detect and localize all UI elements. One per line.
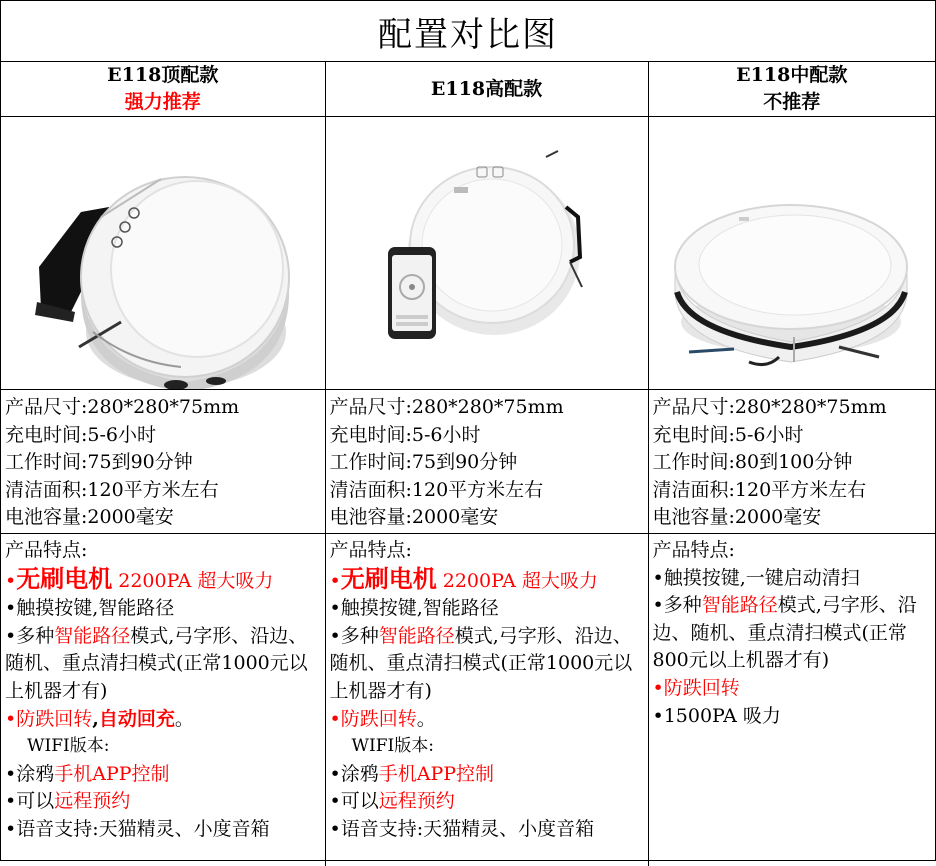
model-name: E118中配款	[649, 62, 936, 89]
feature-text: •涂鸦	[330, 763, 379, 785]
recommendation-label: 不推荐	[649, 89, 936, 116]
spec-battery: 电池容量:2000毫安	[330, 504, 648, 532]
feature-text: 模式,弓字形、沿边、随机、重点清扫模式(正常1000元以上机器才有)	[330, 625, 633, 702]
highlight-text: 防跌回转	[16, 708, 92, 730]
highlight-text: 无刷电机	[341, 564, 437, 593]
product-image-high-model	[325, 117, 648, 390]
feature-brushless-motor	[330, 565, 646, 596]
period: 。	[417, 708, 436, 730]
feature-anti-fall	[5, 706, 323, 734]
highlight-text: 智能路径	[702, 594, 778, 616]
spec-run-time: 工作时间:75到90分钟	[5, 449, 325, 477]
spec-charge-time: 充电时间:5-6小时	[653, 422, 936, 450]
bullet: •	[330, 708, 341, 730]
feature-list-top-model	[1, 534, 325, 866]
highlight-text: 无刷电机	[16, 564, 112, 593]
robot-vacuum-with-dock-illustration	[1, 117, 325, 389]
feature-text: •涂鸦	[5, 763, 54, 785]
robot-vacuum-with-phone-illustration	[326, 117, 649, 389]
spec-run-time: 工作时间:80到100分钟	[653, 449, 936, 477]
model-name: E118顶配款	[1, 62, 325, 89]
feature-smart-path	[330, 623, 646, 706]
product-image-top-model	[1, 117, 325, 390]
feature-remote-schedule	[330, 788, 646, 816]
spec-list-top-model	[1, 390, 325, 534]
spec-charge-time: 充电时间:5-6小时	[5, 422, 325, 450]
highlight-text: 智能路径	[379, 625, 455, 647]
feature-text: 模式,弓字形、沿边、随机、重点清扫模式(正常1000元以上机器才有)	[5, 625, 308, 702]
feature-text: •多种	[653, 594, 702, 616]
spec-size: 产品尺寸:280*280*75mm	[5, 394, 325, 422]
period: 。	[175, 708, 194, 730]
feature-row	[1, 534, 935, 866]
bullet: •	[5, 570, 16, 592]
spec-battery: 电池容量:2000毫安	[653, 504, 936, 532]
product-image-mid-model	[648, 117, 935, 390]
feature-touch-keys: •触摸按键,智能路径	[5, 595, 323, 623]
feature-remote-schedule	[5, 788, 323, 816]
feature-anti-fall	[653, 675, 934, 703]
feature-app-control	[5, 761, 323, 789]
highlight-text: 手机APP控制	[54, 763, 169, 785]
feature-text: •可以	[330, 790, 379, 812]
recommendation-label: 强力推荐	[1, 89, 325, 116]
highlight-text: 防跌回转	[341, 708, 417, 730]
spec-list-mid-model	[648, 390, 935, 534]
highlight-text: 远程预约	[379, 790, 455, 812]
feature-smart-path	[5, 623, 323, 706]
feature-suction: •1500PA 吸力	[653, 703, 934, 731]
bullet: •	[5, 708, 16, 730]
spec-battery: 电池容量:2000毫安	[5, 504, 325, 532]
feature-brushless-motor	[5, 565, 323, 596]
bullet: •	[330, 570, 341, 592]
features-heading: 产品特点:	[5, 537, 323, 565]
image-row	[1, 117, 935, 390]
spec-size: 产品尺寸:280*280*75mm	[330, 394, 648, 422]
highlight-text: 防跌回转	[664, 677, 740, 699]
features-heading: 产品特点:	[653, 537, 934, 565]
spec-area: 清洁面积:120平方米左右	[330, 477, 648, 505]
feature-list-high-model	[325, 534, 648, 866]
feature-text: •可以	[5, 790, 54, 812]
bullet: •	[653, 677, 664, 699]
wifi-version-label: WIFI版本:	[5, 733, 323, 761]
feature-text: •多种	[5, 625, 54, 647]
spec-charge-time: 充电时间:5-6小时	[330, 422, 648, 450]
robot-vacuum-illustration	[649, 117, 936, 389]
suction-text: 2200PA 超大吸力	[437, 570, 598, 592]
wifi-version-label: WIFI版本:	[330, 733, 646, 761]
spec-size: 产品尺寸:280*280*75mm	[653, 394, 936, 422]
header-row	[1, 62, 935, 117]
highlight-text: 智能路径	[54, 625, 130, 647]
feature-anti-fall	[330, 706, 646, 734]
feature-touch-keys: •触摸按键,一键启动清扫	[653, 565, 934, 593]
feature-smart-path	[653, 592, 934, 675]
model-name: E118高配款	[326, 76, 648, 103]
spec-list-high-model	[325, 390, 648, 534]
feature-app-control	[330, 761, 646, 789]
comparison-table	[1, 62, 935, 866]
feature-text: 模式,弓字形、沿边、随机、重点清扫模式(正常800元以上机器才有)	[653, 594, 917, 671]
feature-touch-keys: •触摸按键,智能路径	[330, 595, 646, 623]
feature-text: •多种	[330, 625, 379, 647]
page-title: 配置对比图	[1, 1, 935, 62]
header-high-model	[325, 62, 648, 117]
highlight-text: 自动回充	[99, 708, 175, 730]
features-heading: 产品特点:	[330, 537, 646, 565]
header-mid-model	[648, 62, 935, 117]
feature-voice-support: •语音支持:天猫精灵、小度音箱	[5, 816, 323, 844]
highlight-text: 手机APP控制	[379, 763, 494, 785]
spec-row	[1, 390, 935, 534]
spec-run-time: 工作时间:75到90分钟	[330, 449, 648, 477]
spec-area: 清洁面积:120平方米左右	[5, 477, 325, 505]
comma: ,	[92, 708, 99, 730]
highlight-text: 远程预约	[54, 790, 130, 812]
header-top-model	[1, 62, 325, 117]
suction-text: 2200PA 超大吸力	[112, 570, 273, 592]
feature-list-mid-model	[648, 534, 935, 866]
feature-voice-support: •语音支持:天猫精灵、小度音箱	[330, 816, 646, 844]
spec-area: 清洁面积:120平方米左右	[653, 477, 936, 505]
